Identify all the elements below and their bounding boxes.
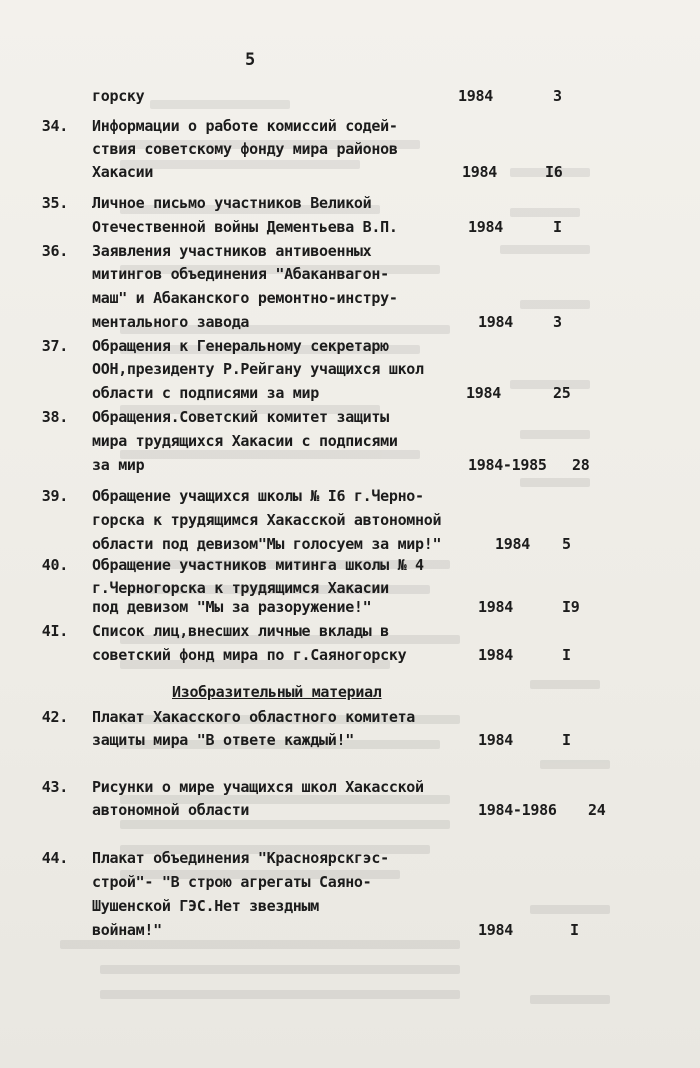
entry-count: I9 (562, 598, 580, 616)
entry-count: 5 (562, 535, 571, 553)
entry-line: ментального завода (92, 313, 250, 331)
entry-line: за мир (92, 456, 145, 474)
entry-number: 42. (41, 708, 68, 726)
entry-count: 25 (553, 384, 571, 402)
entry-line: Хакасии (92, 163, 154, 181)
entry-number: 36. (41, 242, 68, 260)
entry-year: 1984 (478, 313, 513, 331)
entry-line: Заявления участников антивоенных (92, 242, 372, 260)
entry-year: 1984-1986 (478, 801, 557, 819)
entry-line: Информации о работе комиссий содей- (92, 117, 398, 135)
entry-line: Обращения к Генеральному секретарю (92, 337, 389, 355)
entry-line: Отечественной войны Дементьева В.П. (92, 218, 398, 236)
entry-line: Обращение учащихся школы № I6 г.Черно- (92, 487, 424, 505)
entry-line: митингов объединения "Абаканвагон- (92, 265, 389, 283)
entry-year: 1984 (458, 87, 493, 105)
entry-line: ООН,президенту Р.Рейгану учащихся школ (92, 360, 424, 378)
entry-year: 1984 (478, 921, 513, 939)
entry-line: Плакат Хакасского областного комитета (92, 708, 416, 726)
entry-year: 1984 (478, 598, 513, 616)
entry-line: Обращение участников митинга школы № 4 (92, 556, 424, 574)
entry-line: Обращения.Советский комитет защиты (92, 408, 389, 426)
entry-count: I (553, 218, 562, 236)
entry-year: 1984-1985 (468, 456, 547, 474)
entry-line: войнам!" (92, 921, 162, 939)
entry-number: 40. (41, 556, 68, 574)
entry-line: горску (92, 87, 145, 105)
entry-count: 28 (572, 456, 590, 474)
entry-count: 24 (588, 801, 606, 819)
section-heading: Изобразительный материал (172, 683, 382, 701)
entry-year: 1984 (462, 163, 497, 181)
entry-number: 34. (41, 117, 68, 135)
entry-line: Рисунки о мире учащихся школ Хакасской (92, 778, 424, 796)
entry-line: строй"- "В строю агрегаты Саяно- (92, 873, 372, 891)
entry-number: 4I. (41, 622, 68, 640)
entry-line: г.Черногорска к трудящимся Хакасии (92, 579, 389, 597)
entry-count: 3 (553, 87, 562, 105)
entry-year: 1984 (495, 535, 530, 553)
entry-count: I6 (545, 163, 563, 181)
entry-number: 44. (41, 849, 68, 867)
entry-year: 1984 (478, 731, 513, 749)
entry-count: I (570, 921, 579, 939)
entry-line: ствия советскому фонду мира районов (92, 140, 398, 158)
entry-line: маш" и Абаканского ремонтно-инстру- (92, 289, 398, 307)
entry-count: I (562, 731, 571, 749)
entry-line: области с подписями за мир (92, 384, 320, 402)
entry-number: 35. (41, 194, 68, 212)
entry-line: автономной области (92, 801, 250, 819)
entry-line: Плакат объединения "Красноярскгэс- (92, 849, 389, 867)
entry-count: 3 (553, 313, 562, 331)
page-number: 5 (245, 50, 256, 70)
entry-line: Шушенской ГЭС.Нет звездным (92, 897, 320, 915)
entry-count: I (562, 646, 571, 664)
entry-number: 39. (41, 487, 68, 505)
entry-line: мира трудящихся Хакасии с подписями (92, 432, 398, 450)
entry-line: защиты мира "В ответе каждый!" (92, 731, 354, 749)
entry-year: 1984 (478, 646, 513, 664)
entry-line: области под девизом"Мы голосуем за мир!" (92, 535, 442, 553)
entry-number: 43. (41, 778, 68, 796)
entry-line: под девизом "Мы за разоружение!" (92, 598, 372, 616)
entry-line: Список лиц,внесших личные вклады в (92, 622, 389, 640)
entry-year: 1984 (468, 218, 503, 236)
entry-line: горска к трудящимся Хакасской автономной (92, 511, 442, 529)
entry-year: 1984 (466, 384, 501, 402)
entry-number: 38. (41, 408, 68, 426)
entry-line: советский фонд мира по г.Саяногорску (92, 646, 407, 664)
entry-line: Личное письмо участников Великой (92, 194, 372, 212)
entry-number: 37. (41, 337, 68, 355)
